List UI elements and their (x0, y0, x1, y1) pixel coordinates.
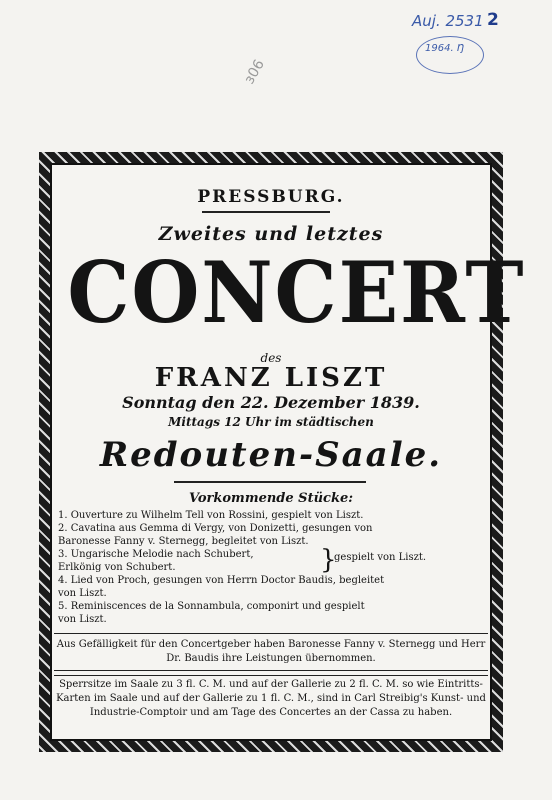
brace-text: gespielt von Liszt. (334, 552, 427, 563)
program-list (58, 509, 484, 626)
program-line: Erlkönig von Schubert. (58, 562, 176, 573)
divider (202, 211, 330, 213)
pencil-annotation: ɜ06 (241, 57, 268, 87)
ticket-prices: Sperrsitze im Saale zu 3 fl. C. M. und auf der Gallerie zu 2 fl. C. M. so wie Eintritts-Karten im Saale und auf der Gallerie zu 1 fl. C. M., sind in Carl Streibig's Kunst- und Industrie-Comptoir und am Tage des Concertes an der Cassa zu haben. (54, 675, 488, 735)
program-line: 4. Lied von Proch, gesungen von Herrn Doctor Baudis, begleitet (58, 575, 385, 586)
brace: } (320, 545, 337, 575)
concert-date: Sonntag den 22. Dezember 1839. (122, 393, 420, 412)
poster-body (50, 163, 526, 741)
library-stamp-text: 1964. Ŋ (425, 43, 465, 54)
courtesy-note: Aus Gefälligkeit für den Concertgeber haben Baronesse Fanny v. Sternegg und Herr Dr. Baudis ihre Leistungen übernommen. (54, 633, 488, 671)
program-line: von Liszt. (58, 614, 107, 625)
program-line: 2. Cavatina aus Gemma di Vergy, von Donizetti, gesungen von (58, 523, 373, 534)
library-stamp (416, 36, 484, 74)
concert-subtitle: Zweites und letztes (158, 223, 384, 245)
program-line: Baronesse Fanny v. Sternegg, begleitet von Liszt. (58, 536, 309, 547)
program-line: 3. Ungarische Melodie nach Schubert, (58, 549, 254, 560)
program-heading: Vorkommende Stücke: (188, 491, 354, 506)
program-line: 5. Reminiscences de la Sonnambula, componirt und gespielt (58, 601, 365, 612)
program-line: von Liszt. (58, 588, 107, 599)
archive-number: Auj. 2531 (412, 12, 484, 30)
city-heading: PRESSBURG. (197, 187, 345, 207)
artist-name: FRANZ LISZT (154, 363, 388, 393)
archive-page-number: 2 (487, 10, 499, 30)
concert-title: CONCERT (67, 243, 526, 342)
venue-name: Redouten-Saale. (99, 435, 443, 475)
concert-time: Mittags 12 Uhr im städtischen (168, 415, 374, 429)
des-label: des (260, 351, 282, 365)
ornamental-border (39, 152, 526, 752)
program-line: 1. Ouverture zu Wilhelm Tell von Rossini, gespielt von Liszt. (58, 510, 364, 521)
divider (174, 481, 366, 483)
